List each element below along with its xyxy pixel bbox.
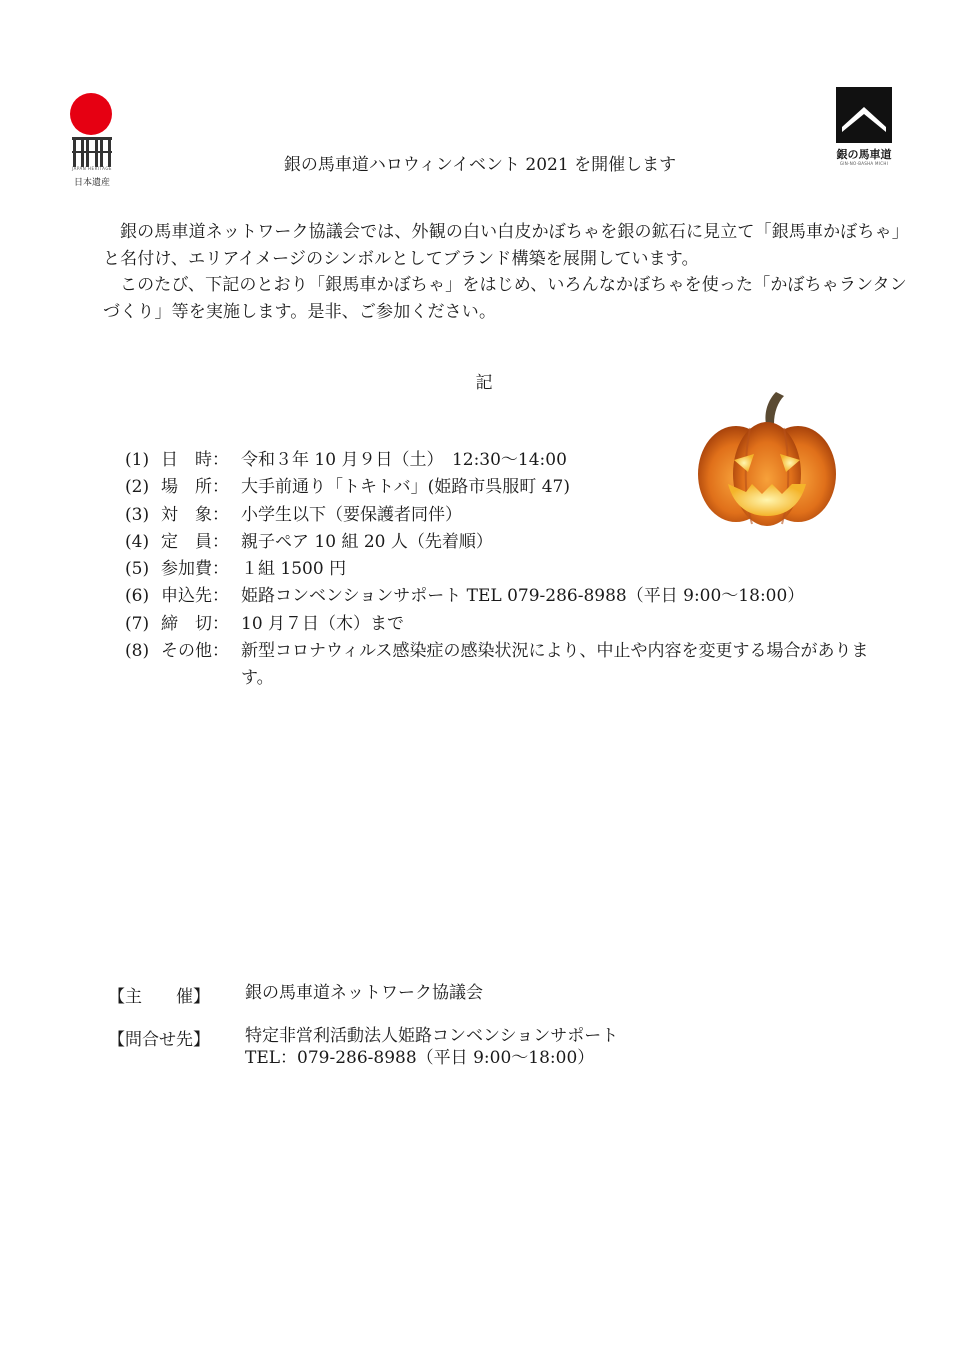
detail-row-fee	[125, 556, 905, 583]
detail-number: (1)	[125, 450, 150, 470]
contact-tel: TEL：079-286-8988（平日 9:00～18:00）	[245, 1048, 595, 1068]
intro-text	[103, 219, 908, 325]
organizer-row	[108, 982, 808, 1007]
contact-value	[245, 1025, 618, 1069]
detail-number: (6)	[125, 586, 150, 607]
detail-value: 新型コロナウィルス感染症の感染状況により、中止や内容を変更する場合があります。	[241, 641, 869, 689]
detail-number: (2)	[125, 477, 150, 498]
detail-row-place	[125, 474, 905, 501]
detail-row-other	[125, 638, 905, 693]
detail-number: (3)	[125, 504, 150, 525]
contact-name: 特定非営利活動法人姫路コンベンションサポート	[245, 1026, 619, 1046]
detail-row-deadline	[125, 611, 905, 638]
detail-value: 10 月７日（木）まで	[241, 613, 405, 634]
organizer-label: 【主 催】	[108, 987, 210, 1007]
detail-label: 日 時：	[161, 450, 229, 470]
detail-label: 場 所：	[161, 477, 229, 498]
contact-row	[108, 1025, 808, 1069]
detail-number: (4)	[125, 531, 150, 552]
detail-label: 締 切：	[161, 613, 229, 634]
detail-number: (5)	[125, 559, 150, 580]
organizer-value: 銀の馬車道ネットワーク協議会	[245, 983, 483, 1003]
detail-value: 令和３年 10 月９日（土） 12:30～14:00	[241, 450, 567, 470]
japan-heritage-logo	[68, 93, 116, 203]
logo-small-text: JAPAN HERITAGE	[72, 166, 112, 171]
detail-value: 大手前通り「トキトバ」(姫路市呉服町 47)	[241, 477, 570, 498]
event-details	[125, 447, 905, 693]
detail-row-application	[125, 583, 905, 610]
detail-row-capacity	[125, 529, 905, 556]
intro-paragraph: 銀の馬車道ネットワーク協議会では、外観の白い白皮かぼちゃを銀の鉱石に見立て「銀馬車かぼちゃ」と名付け、エリアイメージのシンボルとしてブランド構築を展開しています。	[103, 222, 901, 269]
detail-number: (7)	[125, 613, 150, 634]
detail-value: 親子ペア 10 組 20 人（先着順）	[241, 531, 493, 552]
detail-label: 参加費：	[161, 559, 229, 580]
detail-label: 対 象：	[161, 504, 229, 525]
logo-caption: 日本遺産	[73, 178, 110, 188]
japan-heritage-logo-icon	[70, 93, 112, 135]
page-title: 銀の馬車道ハロウィンイベント 2021 を開催します	[283, 155, 677, 175]
detail-row-target	[125, 502, 905, 529]
detail-label: その他：	[161, 641, 229, 662]
detail-number: (8)	[125, 641, 150, 662]
footer	[108, 982, 808, 1069]
detail-value: 小学生以下（要保護者同伴）	[241, 504, 462, 525]
intro-paragraph: このたび、下記のとおり「銀馬車かぼちゃ」をはじめ、いろんなかぼちゃを使った「かぼちゃランタンづくり」等を実施します。是非、ご参加ください。	[103, 275, 907, 322]
logo-small-text: GIN-NO-BASHA MICHI	[839, 161, 889, 166]
detail-label: 申込先：	[161, 586, 229, 607]
ginnobasha-logo-icon	[836, 87, 892, 143]
detail-value: １組 1500 円	[241, 559, 347, 580]
logo-caption: 銀の馬車道	[836, 148, 892, 161]
detail-label: 定 員：	[161, 531, 229, 552]
detail-value: 姫路コンベンションサポート TEL 079-286-8988（平日 9:00～18:00）	[241, 586, 805, 607]
ki-heading: 記	[475, 373, 493, 393]
detail-row-date	[125, 447, 905, 474]
contact-label: 【問合せ先】	[108, 1030, 210, 1050]
